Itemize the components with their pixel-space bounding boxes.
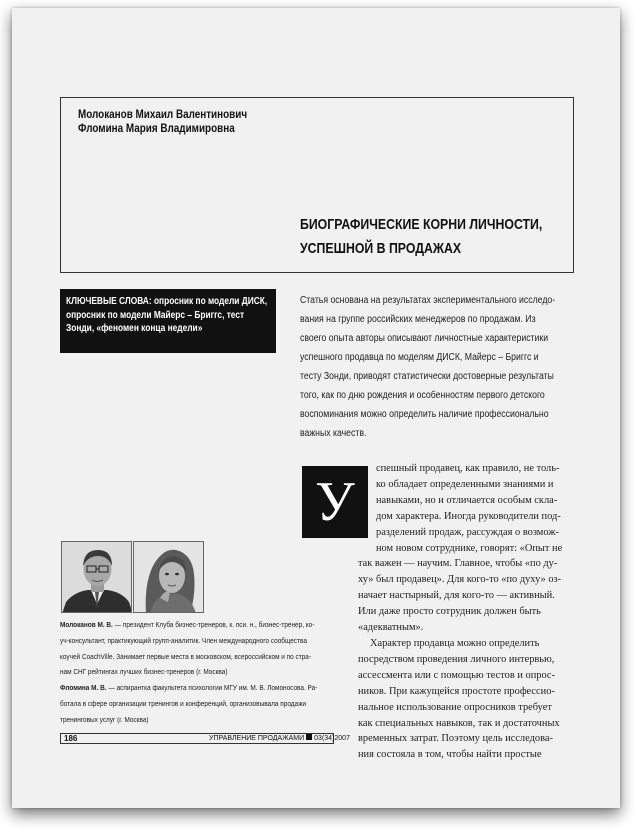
- title-line-1: БИОГРАФИЧЕСКИЕ КОРНИ ЛИЧНОСТИ,: [300, 216, 543, 233]
- bio-line: [60, 650, 314, 666]
- abstract-line: важных качеств.: [300, 428, 367, 439]
- bio-name: Молоканов М. В.: [60, 622, 113, 629]
- journal-name: УПРАВЛЕНИЕ ПРОДАЖАМИ: [209, 735, 305, 742]
- bio-text: уч-консультант, практикующий групп-аналитик. Член международного сообщества: [60, 637, 307, 645]
- body-line: ассессмента или с помощью тестов и опрос-: [358, 669, 555, 681]
- journal-info: [209, 733, 350, 744]
- bio-line: [60, 681, 318, 697]
- bio-line: [60, 665, 314, 681]
- body-line: Или даже просто сотрудник должен быть: [358, 606, 541, 618]
- author-names: [78, 108, 247, 136]
- abstract-line: воспоминания можно определить наличие профессионально: [300, 409, 549, 420]
- bio-text: коучей CoachVille. Занимает первые места в московском, всероссийском и по стра-: [60, 653, 312, 661]
- square-bullet-icon: [306, 734, 312, 740]
- drop-cap: У: [302, 466, 368, 538]
- bio-line: [60, 697, 314, 713]
- bio-line: [60, 618, 314, 634]
- abstract-line: тесту Зонди, приводят статистически достоверные результаты: [300, 371, 554, 382]
- keywords-text: КЛЮЧЕВЫЕ СЛОВА: опросник по модели ДИСК, опросник по модели Майерс – Бриггс, тест Зонди, «феномен конца недели»: [66, 296, 268, 334]
- body-line: спешный продавец, как правило, не толь-: [376, 463, 560, 474]
- body-line: ко обладает определенными знаниями и: [376, 478, 554, 490]
- abstract: [300, 291, 576, 443]
- body-line: ния состояла в том, чтобы найти простые: [358, 749, 542, 761]
- body-line: ху» был продавец». Для кого-то «по духу» оз-: [358, 574, 562, 586]
- bio-line: [60, 634, 314, 650]
- body-line: нальное использование опросников требует: [358, 701, 552, 713]
- author-photo-flomina: [133, 541, 204, 613]
- body-text: [300, 461, 576, 763]
- bio-line: [60, 713, 314, 729]
- article-title: [300, 213, 542, 261]
- bio-text: — аспирантка факультета психологии МГУ им. М. В. Ломоносова. Ра-: [106, 685, 318, 693]
- author-1: Молоканов Михаил Валентинович: [78, 109, 248, 121]
- body-line: начает настырный, для кого-то — активный.: [358, 590, 555, 602]
- abstract-line: успешного продавца по моделям ДИСК, Майерс – Бриггс и: [300, 352, 539, 363]
- body-line: как специальных навыков, так и достаточных: [358, 717, 560, 729]
- body-line: посредством проведения личного интервью,: [358, 653, 555, 665]
- body-line: Характер продавца можно определить: [370, 637, 540, 649]
- bio-text: нам СНГ рейтингах лучших бизнес-тренеров (г. Москва): [60, 669, 228, 677]
- bio-text: — президент Клуба бизнес-тренеров, к. пси. н., бизнес-тренер, ко-: [112, 622, 315, 629]
- body-line: временных затрат. Поэтому цель исследова-: [358, 733, 553, 745]
- body-line: ном новом сотруднике, говорят: «Опыт не: [376, 542, 563, 554]
- body-line: ников. При кажущейся простоте профессио-: [358, 685, 555, 697]
- body-line: «адекватным».: [358, 622, 424, 634]
- portrait-woman-icon: [134, 542, 204, 613]
- author-2: Фломина Мария Владимировна: [78, 123, 235, 135]
- bio-text: ботала в сфере организации тренингов и конференций, организовывала продажи: [60, 700, 307, 708]
- keywords-box: [60, 289, 276, 353]
- body-line: навыками, но и отличается особым склa-: [376, 494, 558, 506]
- portrait-man-icon: [62, 542, 132, 613]
- body-line: дом характера. Иногда руководители под-: [376, 510, 561, 522]
- bio-text: тренинговых услуг (г. Москва): [60, 716, 149, 724]
- body-line: так важен — научим. Главное, чтобы «по ду-: [358, 558, 558, 570]
- abstract-line: вания на группе российских менеджеров по продажам. Из: [300, 314, 536, 325]
- title-line-2: УСПЕШНОЙ В ПРОДАЖАХ: [300, 240, 462, 257]
- abstract-line: своего опыта авторы описывают личностные характеристики: [300, 333, 549, 344]
- abstract-line: того, как по дню рождения и особенностям первого детского: [300, 390, 545, 401]
- bio-name: Фломина М. В.: [60, 685, 107, 693]
- author-photo-molokanov: [61, 541, 132, 613]
- abstract-line: Статья основана на результатах экспериментального исследо-: [300, 295, 556, 306]
- page-number: 186: [64, 734, 78, 743]
- journal-issue: 03(34)2007: [314, 735, 350, 742]
- body-line: разделений продаж, рассуждая о возмож-: [376, 526, 559, 538]
- author-bios: [60, 618, 336, 729]
